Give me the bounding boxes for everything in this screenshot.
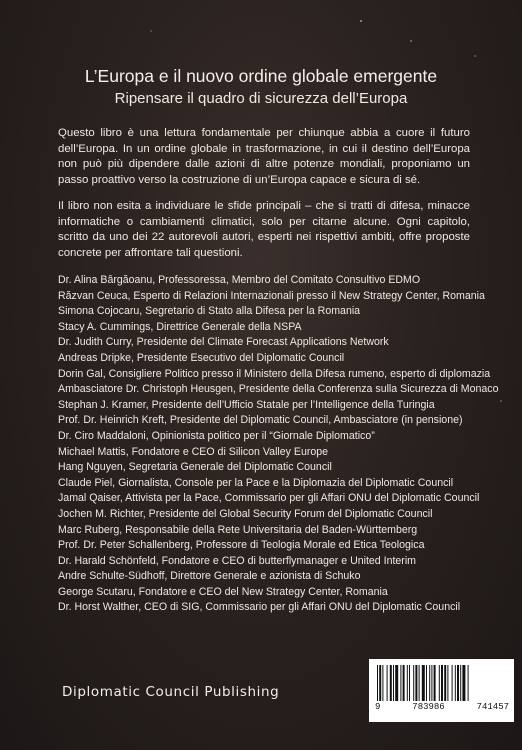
author-list (58, 273, 499, 616)
author-item: Prof. Dr. Peter Schallenberg, Professore di Teologia Morale ed Etica Teologica (58, 539, 425, 552)
blurb-paragraph-1: Questo libro è una lettura fondamentale per chiunque abbia a cuore il futuro dell’Europa. In un ordine globale in trasformazione, in cui il destino dell’Europa non può più dipendere dalle azioni di altre potenze mondiali, proponiamo un passo proattivo verso la costruzione di un’Europa capace e sicura di sé. (58, 127, 470, 186)
author-item: Dr. Ciro Maddaloni, Opinionista politico per il “Giornale Diplomatico” (58, 429, 375, 442)
author-item: Simona Cojocaru, Segretario di Stato alla Difesa per la Romania (58, 305, 361, 318)
author-item: Claude Piel, Giornalista, Console per la Pace e la Diplomazia del Diplomatic Council (58, 476, 454, 489)
author-item: Stephan J. Kramer, Presidente dell’Ufficio Statale per l’Intelligence della Turingia (58, 398, 435, 411)
author-item: Jamal Qaiser, Attivista per la Pace, Commissario per gli Affari ONU del Diplomatic Council (58, 492, 480, 505)
author-item: Dorin Gal, Consigliere Politico presso il Ministero della Difesa rumeno, esperto di diplomazia (58, 367, 491, 380)
publisher-name: Diplomatic Council Publishing (62, 684, 280, 700)
isbn-barcode (369, 659, 514, 722)
barcode-digit-group-1: 783986 (412, 702, 445, 712)
author-item: Dr. Judith Curry, Presidente del Climate Forecast Applications Network (58, 336, 389, 349)
author-item: Stacy A. Cummings, Direttrice Generale della NSPA (58, 320, 302, 333)
author-item: Michael Mattis, Fondatore e CEO di Silicon Valley Europe (58, 445, 329, 458)
author-item: Andre Schulte-Südhoff, Direttore Generale e azionista di Schuko (58, 570, 361, 583)
author-item: George Scutaru, Fondatore e CEO del New Strategy Center, Romania (58, 585, 388, 598)
barcode-digit-prefix: 9 (375, 702, 381, 712)
author-item: Ambasciatore Dr. Christoph Heusgen, Presidente della Conferenza sulla Sicurezza di Monaco (58, 383, 499, 396)
barcode-digits (375, 702, 509, 712)
author-item: Dr. Alina Bârgăoanu, Professoressa, Membro del Comitato Consultivo EDMO (58, 274, 421, 286)
blurb-paragraph-2: Il libro non esita a individuare le sfide principali – che si tratti di difesa, minacce informatiche o cambiamenti climatici, solo per citarne alcune. Ogni capitolo, scritto da uno dei 22 autorevoli autori, esperti nei rispettivi ambiti, offre proposte concrete per affrontare tali questioni. (58, 200, 470, 259)
barcode-digit-group-2: 741457 (476, 702, 509, 712)
author-item: Răzvan Ceuca, Esperto di Relazioni Internazionali presso il New Strategy Center, Romania (58, 289, 485, 302)
author-item: Hang Nguyen, Segretaria Generale del Diplomatic Council (58, 461, 332, 474)
author-item: Jochen M. Richter, Presidente del Global Security Forum del Diplomatic Council (58, 507, 433, 520)
author-item: Dr. Horst Walther, CEO di SIG, Commissario per gli Affari ONU del Diplomatic Council (58, 601, 461, 614)
author-item: Prof. Dr. Heinrich Kreft, Presidente del Diplomatic Council, Ambasciatore (in pensione) (58, 414, 463, 427)
author-item: Dr. Harald Schönfeld, Fondatore e CEO di butterflymanager e United Interim (58, 554, 417, 567)
author-item: Marc Ruberg, Responsabile della Rete Universitaria del Baden-Württemberg (58, 523, 418, 536)
author-item: Andreas Dripke, Presidente Esecutivo del Diplomatic Council (58, 351, 345, 364)
barcode-bars-icon (377, 665, 507, 701)
book-title: L’Europa e il nuovo ordine globale emergente (84, 66, 438, 86)
book-subtitle: Ripensare il quadro di sicurezza dell’Europa (114, 90, 408, 107)
